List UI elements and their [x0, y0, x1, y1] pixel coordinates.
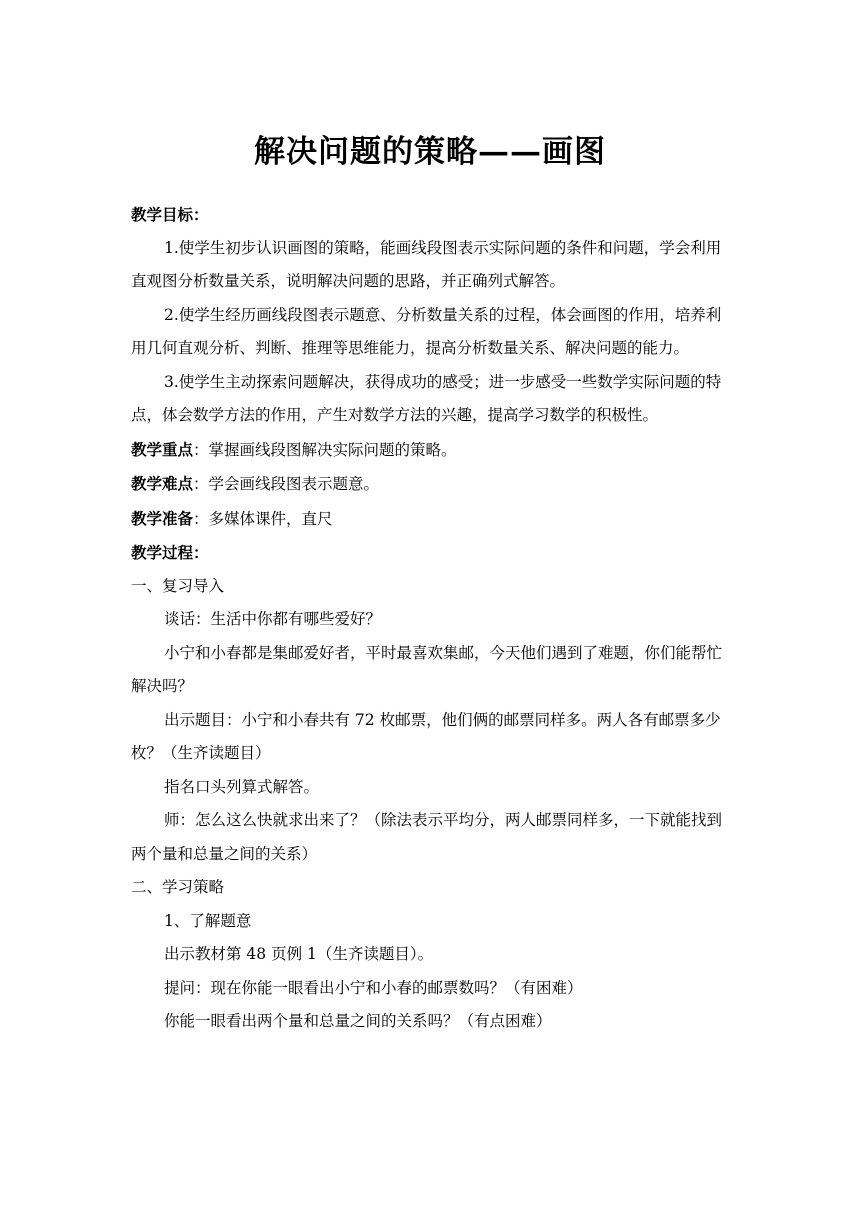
difficulty-line — [131, 467, 732, 502]
section2-paragraph-2: 出示教材第 48 页例 1（生齐读题目）。 — [164, 945, 434, 963]
document-title: 解决问题的策略——画图 — [254, 134, 606, 170]
objective-item-2: 2.使学生经历画线段图表示题意、分析数量关系的过程，体会画图的作用，培养利用几何直观分析、判断、推理等思维能力，提高分析数量关系、解决问题的能力。 — [131, 305, 722, 357]
section1-paragraph-3: 出示题目：小宁和小春共有 72 枚邮票，他们俩的邮票同样多。两人各有邮票多少枚？（生齐读题目） — [131, 710, 721, 762]
document-body — [131, 198, 732, 1039]
section1-paragraph-2: 小宁和小春都是集邮爱好者，平时最喜欢集邮，今天他们遇到了难题，你们能帮忙解决吗？ — [131, 643, 723, 695]
section2-heading: 二、学习策略 — [131, 878, 225, 896]
section2-paragraph-3: 提问：现在你能一眼看出小宁和小春的邮票数吗？（有困难） — [164, 978, 583, 997]
section2-paragraph-1: 1、了解题意 — [164, 911, 252, 930]
difficulty-text: ：学会画线段图表示题意。 — [193, 475, 380, 493]
preparation-label: 教学准备 — [131, 508, 194, 528]
preparation-line — [131, 502, 732, 537]
preparation-text: ：多媒体课件，直尺 — [193, 509, 333, 528]
difficulty-label: 教学难点 — [131, 474, 194, 493]
section1-heading: 一、复习导入 — [131, 576, 225, 595]
section1-paragraph-5: 师：怎么这么快就求出来了？（除法表示平均分，两人邮票同样多，一下就能找到两个量和总量之间的关系） — [131, 811, 723, 863]
key-point-line — [131, 433, 732, 468]
key-point-label: 教学重点 — [131, 439, 194, 459]
objective-item-1: 1.使学生初步认识画图的策略，能画线段图表示实际问题的条件和问题，学会利用直观图分析数量关系，说明解决问题的思路，并正确列式解答。 — [131, 238, 722, 290]
section2-paragraph-4: 你能一眼看出两个量和总量之间的关系吗？（有点困难） — [164, 1012, 552, 1030]
objectives-heading: 教学目标： — [131, 205, 209, 224]
key-point-text: ：掌握画线段图解决实际问题的策略。 — [193, 440, 457, 459]
objective-item-3: 3.使学生主动探索问题解决，获得成功的感受；进一步感受一些数学实际问题的特点，体会数学方法的作用，产生对数学方法的兴趣，提高学习数学的积极性。 — [131, 372, 722, 424]
process-heading: 教学过程： — [131, 543, 209, 562]
section1-paragraph-4: 指名口头列算式解答。 — [164, 777, 320, 796]
section1-paragraph-1: 谈话：生活中你都有哪些爱好？ — [164, 610, 382, 628]
